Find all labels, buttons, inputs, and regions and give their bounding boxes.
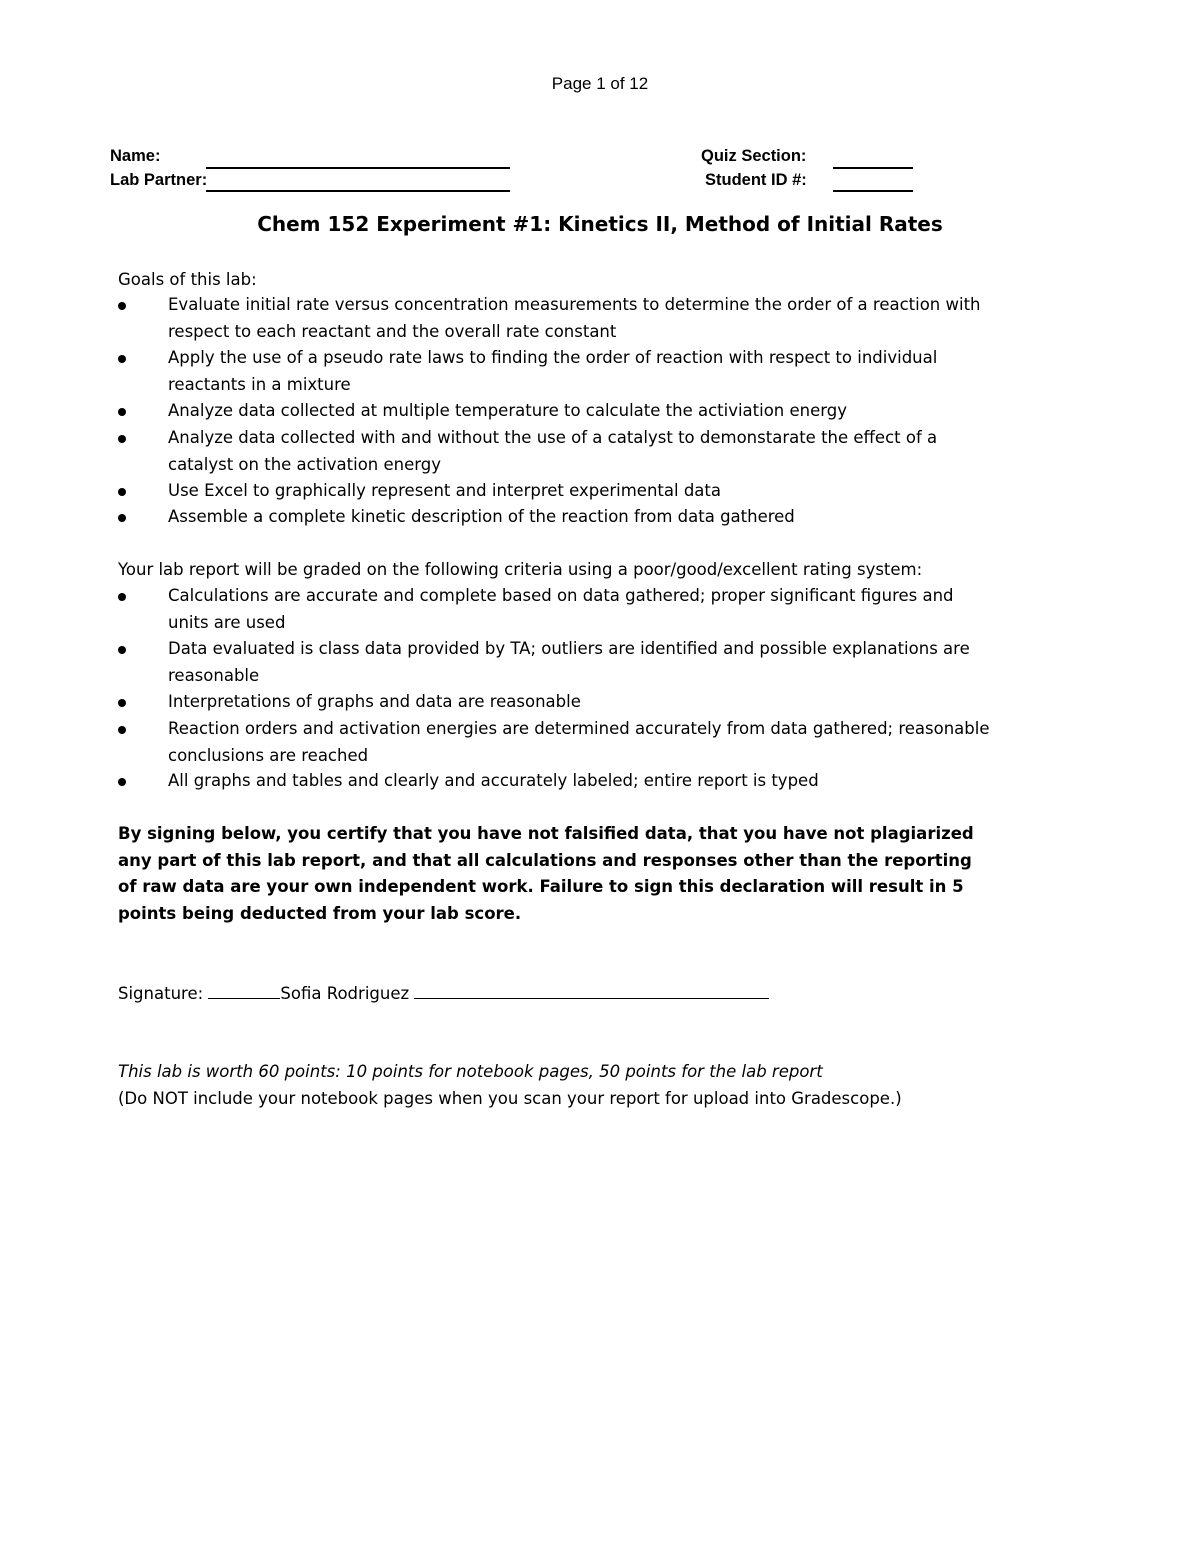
page-number: Page 1 of 12	[551, 74, 649, 93]
goal-text: Use Excel to graphically represent and interpret experimental data	[168, 481, 721, 500]
lab-partner-label: Lab Partner:	[110, 171, 208, 189]
criteria-heading: Your lab report will be graded on the following criteria using a poor/good/excellent rating system:	[118, 560, 923, 579]
criteria-text: All graphs and tables and clearly and accurately labeled; entire report is typed	[168, 771, 819, 790]
bullet-icon	[118, 726, 126, 734]
signature-line-left	[208, 981, 280, 999]
bullet-icon	[118, 355, 126, 363]
declaration-paragraph: By signing below, you certify that you have not falsified data, that you have not plagiarized any part of this lab report, and that all calculations and responses other than the reporting of raw data are your own independent work. Failure to sign this declaration will result in 5 points being deducted from your lab score.	[118, 824, 974, 923]
signature-value[interactable]: Sofia Rodriguez	[280, 984, 410, 1003]
bullet-icon	[118, 435, 126, 443]
quiz-section-label: Quiz Section:	[701, 147, 807, 165]
criteria-text: Reaction orders and activation energies are determined accurately from data gathered; reasonable conclusions are reached	[168, 719, 990, 765]
goal-text: Analyze data collected with and without the use of a catalyst to demonstarate the effect of a catalyst on the activation energy	[168, 428, 938, 474]
name-label: Name:	[110, 147, 161, 165]
bullet-icon	[118, 488, 126, 496]
upload-note: (Do NOT include your notebook pages when you scan your report for upload into Gradescope.)	[118, 1089, 902, 1108]
bullet-icon	[118, 514, 126, 522]
lab-partner-field[interactable]	[206, 190, 510, 192]
signature-label: Signature:	[118, 984, 204, 1003]
student-id-label: Student ID #:	[705, 171, 807, 189]
document-title: Chem 152 Experiment #1: Kinetics II, Method of Initial Rates	[257, 212, 943, 236]
bullet-icon	[118, 646, 126, 654]
criteria-text: Data evaluated is class data provided by TA; outliers are identified and possible explanations are reasonable	[168, 639, 970, 685]
points-note: This lab is worth 60 points: 10 points for notebook pages, 50 points for the lab report	[118, 1062, 823, 1081]
student-id-field[interactable]	[833, 190, 913, 192]
bullet-icon	[118, 593, 126, 601]
goals-heading: Goals of this lab:	[118, 270, 257, 289]
name-field[interactable]	[206, 167, 510, 169]
goal-text: Assemble a complete kinetic description of the reaction from data gathered	[168, 507, 795, 526]
criteria-text: Calculations are accurate and complete based on data gathered; proper significant figures and units are used	[168, 586, 954, 632]
criteria-text: Interpretations of graphs and data are reasonable	[168, 692, 581, 711]
goal-text: Evaluate initial rate versus concentration measurements to determine the order of a reaction with respect to each reactant and the overall rate constant	[168, 295, 981, 341]
signature-row	[118, 981, 769, 1008]
bullet-icon	[118, 778, 126, 786]
goal-text: Apply the use of a pseudo rate laws to finding the order of reaction with respect to individual reactants in a mixture	[168, 348, 938, 394]
bullet-icon	[118, 302, 126, 310]
bullet-icon	[118, 408, 126, 416]
quiz-section-field[interactable]	[833, 167, 913, 169]
bullet-icon	[118, 699, 126, 707]
signature-line-right	[414, 981, 769, 999]
goal-text: Analyze data collected at multiple temperature to calculate the activiation energy	[168, 401, 848, 420]
